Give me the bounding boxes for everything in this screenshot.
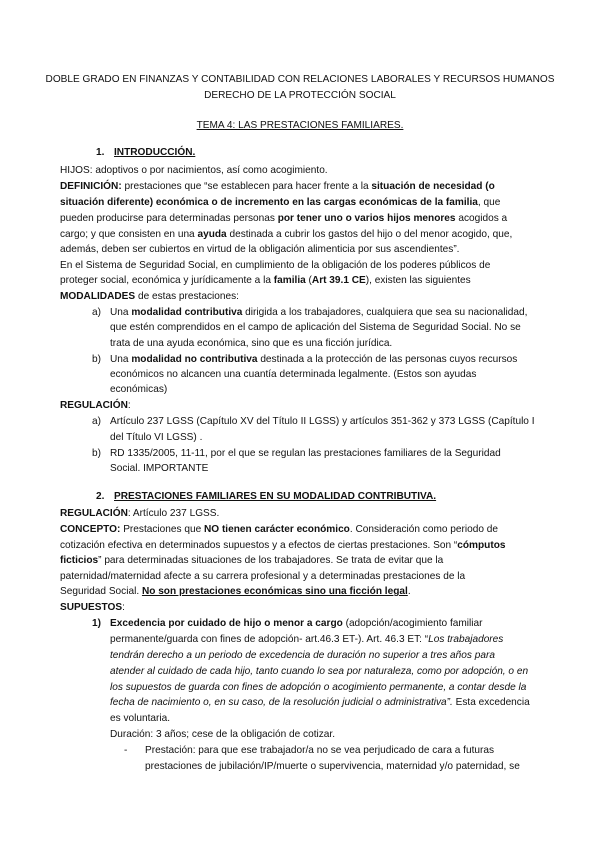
- concept-line-3: ficticios” para determinadas situaciones de los trabajadores. Se trata de evitar que la: [60, 555, 444, 566]
- benefit-line-2: prestaciones de jubilación/IP/muerte o supervivencia, maternidad y/o paternidad, se: [145, 761, 520, 772]
- list-marker-b: b): [92, 354, 101, 365]
- topic-title: TEMA 4: LAS PRESTACIONES FAMILIARES.: [196, 120, 404, 131]
- case-1-line-5: los supuestos de guarda con fines de adopción o acogimiento permanente, a contar desde la: [110, 682, 527, 693]
- concept-line-4: paternidad/maternidad afecte a su carrera profesional y a determinadas prestaciones de la: [60, 571, 466, 582]
- section-1-number: 1.: [96, 147, 105, 158]
- regulation-a-line-1: Artículo 237 LGSS (Capítulo XV del Título II LGSS) y artículos 351-362 y 373 LGSS (Capítulo I: [110, 416, 535, 427]
- case-1-line-6: fecha de nacimiento o, en su caso, de la resolución judicial o administrativa”. Esta excedencia: [110, 697, 530, 708]
- modality-noncontributive-line-2: económicos no alcancen una cuantía determinada legalmente. (Estos son ayudas: [110, 369, 477, 380]
- definition-line-4: cargo; y que consisten en una ayuda destinada a cubrir los gastos del hijo o del menor acogido, que,: [60, 229, 513, 240]
- regulation-heading: REGULACIÓN:: [60, 400, 131, 411]
- definition-line-2: situación diferente) económica o de incremento en las cargas económicas de la familia, que: [60, 197, 501, 208]
- concept-line-5: Seguridad Social. No son prestaciones económicas sino una ficción legal.: [60, 586, 411, 597]
- definition-line-5: además, deben ser cubiertos en virtud de la obligación alimenticia por sus ascendientes”.: [60, 244, 460, 255]
- regulation-a-line-2: del Título VI LGSS) .: [110, 432, 203, 443]
- duration-line: Duración: 3 años; cese de la obligación de cotizar.: [110, 729, 336, 740]
- case-1-line-4: atender al cuidado de cada hijo, tanto cuando lo sea por naturaleza, como por adopción, o en: [110, 666, 529, 677]
- definition-line-1: DEFINICIÓN: prestaciones que “se establecen para hacer frente a la situación de necesidad (o: [60, 181, 495, 192]
- modality-contributive-line-3: trata de una ayuda económica, sino que es una ficción jurídica.: [110, 338, 393, 349]
- section-2-number: 2.: [96, 491, 105, 502]
- regulation-b-line-1: RD 1335/2005, 11-11, por el que se regulan las prestaciones familiares de la Seguridad: [110, 448, 501, 459]
- section-1-title: INTRODUCCIÓN.: [114, 147, 196, 158]
- modality-noncontributive-line-3: económicas): [110, 384, 168, 395]
- regulation-marker-b: b): [92, 448, 101, 459]
- case-1-line-7: es voluntaria.: [110, 713, 171, 724]
- case-1-line-2: permanente/guarda con fines de adopción- art.46.3 ET-). Art. 46.3 ET: “Los trabajadores: [110, 634, 504, 645]
- section-2-regulation: REGULACIÓN: Artículo 237 LGSS.: [60, 508, 220, 519]
- concept-line-1: CONCEPTO: Prestaciones que NO tienen carácter económico. Consideración como periodo de: [60, 524, 498, 535]
- benefit-line-1: Prestación: para que ese trabajador/a no se vea perjudicado de cara a futuras: [145, 745, 495, 756]
- cases-heading: SUPUESTOS:: [60, 602, 125, 613]
- modality-contributive-line-2: que estén comprendidos en el campo de aplicación del Sistema de Seguridad Social. No se: [110, 322, 521, 333]
- social-security-line-2: proteger social, económica y jurídicamente a la familia (Art 39.1 CE), existen las siguientes: [60, 275, 471, 286]
- section-2-title: PRESTACIONES FAMILIARES EN SU MODALIDAD CONTRIBUTIVA.: [114, 491, 437, 502]
- case-1-marker: 1): [92, 618, 101, 629]
- case-1-line-3: tendrán derecho a un periodo de excedencia de duración no superior a tres años para: [110, 650, 495, 661]
- case-1-line-1: Excedencia por cuidado de hijo o menor a cargo (adopción/acogimiento familiar: [110, 618, 483, 629]
- dash-marker: -: [124, 745, 128, 756]
- regulation-marker-a: a): [92, 416, 101, 427]
- definition-line-3: pueden producirse para determinadas personas por tener uno o varios hijos menores acogidos a: [60, 213, 508, 224]
- subject-title: DERECHO DE LA PROTECCIÓN SOCIAL: [204, 90, 396, 101]
- concept-line-2: cotización efectiva en determinados supuestos y a efectos de ciertas prestaciones. Son “cómputos: [60, 540, 506, 551]
- social-security-line-1: En el Sistema de Seguridad Social, en cumplimiento de la obligación de los poderes públicos de: [60, 260, 491, 271]
- social-security-line-3: MODALIDADES de estas prestaciones:: [60, 291, 239, 302]
- degree-title: DOBLE GRADO EN FINANZAS Y CONTABILIDAD CON RELACIONES LABORALES Y RECURSOS HUMANOS: [45, 74, 555, 85]
- modality-contributive-line-1: Una modalidad contributiva dirigida a los trabajadores, cualquiera que sea su nacionalidad,: [110, 307, 528, 318]
- modality-noncontributive-line-1: Una modalidad no contributiva destinada a la protección de las personas cuyos recursos: [110, 354, 518, 365]
- regulation-b-line-2: Social. IMPORTANTE: [110, 463, 209, 474]
- list-marker-a: a): [92, 307, 101, 318]
- hijos-line: HIJOS: adoptivos o por nacimientos, así como acogimiento.: [60, 165, 328, 176]
